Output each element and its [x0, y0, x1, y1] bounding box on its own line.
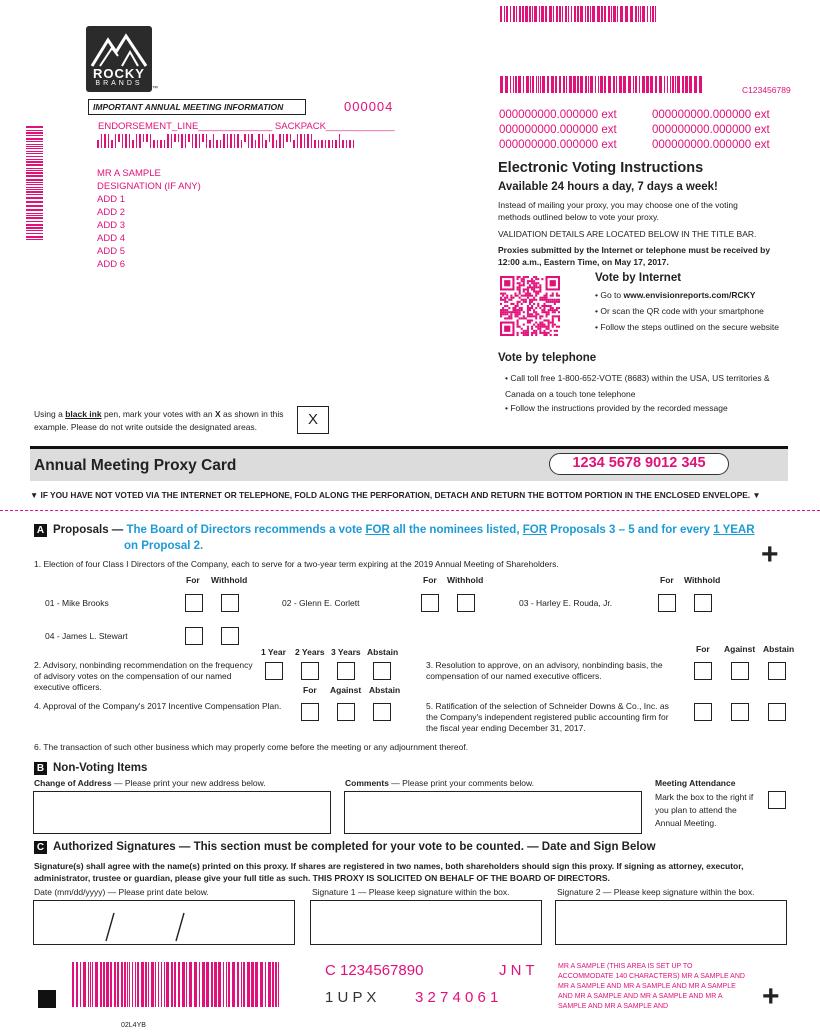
p2-1year-checkbox[interactable] [265, 662, 283, 680]
col-withhold: Withhold [447, 575, 484, 585]
footer-upx: 1 U P X [325, 989, 377, 1006]
internet-goto [595, 290, 755, 300]
footer-sample-text: MR A SAMPLE (THIS AREA IS SET UP TO ACCOMMODATE 140 CHARACTERS) MR A SAMPLE AND MR A SAMPLE AND MR A SAMPLE AND MR A SAMPLE AND MR A SAMPLE AND MR A SAMPLE AND MR A SAMPLE AND MR A SAMPLE AND [558, 963, 745, 1010]
perforation-line [0, 510, 820, 511]
date-label: Date (mm/dd/yyyy) — Please print date below. [34, 887, 209, 897]
example-mark-box [297, 406, 329, 434]
endorsement-line: ENDORSEMENT_LINE______________ SACKPACK_____________ [98, 121, 395, 132]
ext-line: 000000000.000000 ext [499, 109, 617, 121]
rec-year: 1 YEAR [713, 524, 755, 536]
p3-for-checkbox[interactable] [694, 662, 712, 680]
signature-2-input[interactable] [555, 900, 787, 945]
comments-input[interactable] [344, 791, 642, 834]
address-block [97, 167, 201, 271]
col-abstain: Abstain [763, 644, 795, 654]
ink-x: X [214, 409, 221, 419]
col-for: For [186, 575, 200, 585]
p4-for-checkbox[interactable] [301, 703, 319, 721]
col-abstain: Abstain [369, 685, 401, 695]
p5-abstain-checkbox[interactable] [768, 703, 786, 721]
nominee-3-for-checkbox[interactable] [658, 594, 676, 612]
proposal-6-text: 6. The transaction of such other business which may properly come before the meeting or any adjournment thereof. [34, 742, 469, 752]
p2-3years-checkbox[interactable] [337, 662, 355, 680]
rec-text-4: on Proposal 2. [124, 540, 204, 552]
nominee-3-withhold-checkbox[interactable] [694, 594, 712, 612]
rec-text-3: Proposals 3 – 5 and for every [547, 524, 714, 536]
p2-abstain-checkbox[interactable] [373, 662, 391, 680]
footer-num: 3 2 7 4 0 6 1 [415, 989, 499, 1006]
ext-line: 000000000.000000 ext [652, 124, 770, 136]
ext-right-list [652, 108, 770, 153]
col-for: For [660, 575, 674, 585]
control-code: C123456789 [742, 85, 791, 95]
logo-sub: BRANDS [95, 80, 143, 87]
nominee-label: 03 - Harley E. Rouda, Jr. [519, 598, 613, 608]
internet-item: • Or scan the QR code with your smartphone [595, 306, 764, 316]
nominee-4-withhold-checkbox[interactable] [221, 627, 239, 645]
col-withhold: Withhold [684, 575, 721, 585]
comments-label-bold: Comments [345, 778, 389, 788]
section-c-header [34, 841, 656, 854]
comments-label [345, 778, 534, 788]
side-barcode [26, 126, 43, 264]
ext-line: 000000000.000000 ext [499, 124, 617, 136]
phone-item: • Follow the instructions provided by the recorded message [505, 403, 728, 413]
address-line: ADD 2 [97, 207, 125, 218]
ink-post: pen, mark your votes with an [101, 409, 215, 419]
change-of-address-label [34, 778, 266, 788]
example-mark: X [307, 411, 318, 428]
phone-title: Vote by telephone [498, 352, 597, 364]
address-line: ADD 1 [97, 194, 125, 205]
nominee-2-withhold-checkbox[interactable] [457, 594, 475, 612]
comments-text: — Please print your comments below. [388, 778, 534, 788]
nominee-label: 01 - Mike Brooks [45, 598, 109, 608]
date-separators [34, 901, 296, 946]
rec-for-1: FOR [365, 524, 390, 536]
top-barcode [500, 6, 686, 22]
col-1-year: 1 Year [261, 647, 286, 657]
col-abstain: Abstain [367, 647, 399, 657]
section-a-header [34, 524, 755, 537]
proposal-1-text: 1. Election of four Class I Directors of the Company, each to serve for a two-year term expiring at the 2019 Annual Meeting of Shareholders. [34, 559, 559, 569]
company-logo [86, 26, 152, 92]
ext-line: 000000000.000000 ext [499, 139, 617, 151]
col-2-years: 2 Years [295, 647, 325, 657]
section-b-header [34, 762, 147, 775]
nominee-2-for-checkbox[interactable] [421, 594, 439, 612]
p4-against-checkbox[interactable] [337, 703, 355, 721]
rec-for-2: FOR [522, 524, 548, 536]
address-line: ADD 4 [97, 233, 125, 244]
address-line: DESIGNATION (IF ANY) [97, 181, 201, 192]
ink-black: black ink [65, 409, 102, 419]
fold-notice: ▼ IF YOU HAVE NOT VOTED VIA THE INTERNET OR TELEPHONE, FOLD ALONG THE PERFORATION, DETACH AND RETURN THE BOTTOM PORTION IN THE ENCLOSED ENVELOPE. ▼ [30, 490, 761, 500]
title-bar [30, 446, 788, 481]
sequence-number: 000004 [344, 99, 394, 114]
p5-against-checkbox[interactable] [731, 703, 749, 721]
address-line: MR A SAMPLE [97, 168, 161, 179]
address-line: ADD 5 [97, 246, 125, 257]
coa-text: — Please print your new address below. [111, 778, 266, 788]
proposal-5-text: 5. Ratification of the selection of Schneider Downs & Co., Inc. as the Company's independent registered public accounting firm for the fiscal year ending December 31, 2017. [426, 701, 669, 733]
internet-url-link[interactable]: www.envisionreports.com/RCKY [623, 290, 756, 300]
voting-subtitle: Available 24 hours a day, 7 days a week! [498, 181, 718, 193]
signature-2-label: Signature 2 — Please keep signature within the box. [557, 887, 755, 897]
proposal-4-text: 4. Approval of the Company's 2017 Incentive Compensation Plan. [34, 701, 282, 711]
ink-post2: as shown in this example. Please do not write outside the designated areas. [34, 409, 284, 432]
col-for: For [423, 575, 437, 585]
section-c-letter: C [34, 841, 47, 854]
section-a-letter: A [34, 524, 47, 537]
p3-abstain-checkbox[interactable] [768, 662, 786, 680]
phone-item: • Call toll free 1-800-652-VOTE (8683) within the USA, US territories & Canada on a touch tone telephone [505, 373, 770, 399]
qr-code-icon [500, 276, 560, 336]
voting-deadline: Proxies submitted by the Internet or telephone must be received by 12:00 a.m., Eastern Time, on May 17, 2017. [498, 245, 771, 267]
change-of-address-input[interactable] [33, 791, 331, 834]
control-barcode [500, 76, 732, 93]
ext-line: 000000000.000000 ext [652, 139, 770, 151]
col-against: Against [330, 685, 362, 695]
internet-title: Vote by Internet [595, 272, 682, 284]
col-for: For [696, 644, 710, 654]
coa-label: Change of Address [34, 778, 112, 788]
section-b-letter: B [34, 762, 47, 775]
rec-text-2: all the nominees listed, [389, 524, 523, 536]
important-info-box [88, 99, 306, 115]
section-c-title: Authorized Signatures — This section must be completed for your vote to be counted. — Date and Sign Below [53, 841, 656, 853]
nominee-label: 02 - Glenn E. Corlett [282, 598, 360, 608]
voting-title: Electronic Voting Instructions [498, 160, 704, 176]
nominee-1-for-checkbox[interactable] [185, 594, 203, 612]
logo-name: ROCKY [93, 66, 145, 81]
nominee-1-withhold-checkbox[interactable] [221, 594, 239, 612]
internet-goto-prefix: • Go to [595, 290, 624, 300]
ext-line: 000000000.000000 ext [652, 109, 770, 121]
meeting-attendance-checkbox[interactable] [768, 791, 786, 809]
section-b-title: Non-Voting Items [53, 762, 148, 774]
nominee-4-for-checkbox[interactable] [185, 627, 203, 645]
col-against: Against [724, 644, 756, 654]
signature-instructions: Signature(s) shall agree with the name(s) printed on this proxy. If shares are registered in two names, both shareholders should sign this proxy. If signing as attorney, executor, administrator, trustee or guardian, please give your full title as such. THIS PROXY IS SOLICITED ON BEHALF OF THE BOARD OF DIRECTORS. [34, 861, 744, 883]
registration-plus-icon: + [761, 538, 779, 571]
validation-code-text: 1234 5678 9012 345 [572, 455, 706, 471]
postal-barcode [97, 134, 357, 148]
ink-pre: Using a [34, 409, 66, 419]
p4-abstain-checkbox[interactable] [373, 703, 391, 721]
footer-jnt: J N T [499, 962, 535, 979]
voting-intro: Instead of mailing your proxy, you may choose one of the voting methods outlined below to vote your proxy. [498, 200, 738, 222]
col-withhold: Withhold [211, 575, 248, 585]
signature-1-input[interactable] [310, 900, 542, 945]
footer-c-code: C 1234567890 [325, 962, 424, 979]
nominee-label: 04 - James L. Stewart [45, 631, 128, 641]
internet-item: • Follow the steps outlined on the secure website [595, 322, 779, 332]
ink-instructions [34, 408, 286, 434]
card-title: Annual Meeting Proxy Card [34, 457, 237, 474]
date-input[interactable] [33, 900, 295, 945]
rec-text-1: The Board of Directors recommends a vote [126, 524, 366, 536]
ext-left-list [499, 108, 617, 153]
meeting-attendance-text: Mark the box to the right if you plan to attend the Annual Meeting. [655, 792, 754, 828]
p3-against-checkbox[interactable] [731, 662, 749, 680]
col-for: For [303, 685, 317, 695]
proposal-2-text: 2. Advisory, nonbinding recommendation on the frequency of advisory votes on the compensation of our named executive officers. [34, 660, 253, 692]
address-line: ADD 6 [97, 259, 125, 270]
footer-plus-icon: + [762, 980, 780, 1013]
p5-for-checkbox[interactable] [694, 703, 712, 721]
form-code: 02L4YB [121, 1022, 146, 1029]
col-3-years: 3 Years [331, 647, 361, 657]
registration-square [38, 990, 56, 1008]
address-line: ADD 3 [97, 220, 125, 231]
footer-barcode [72, 962, 308, 1007]
important-info-text: IMPORTANT ANNUAL MEETING INFORMATION [93, 102, 284, 112]
signature-1-label: Signature 1 — Please keep signature within the box. [312, 887, 510, 897]
logo-trademark: ™ [152, 86, 158, 92]
voting-validation: VALIDATION DETAILS ARE LOCATED BELOW IN THE TITLE BAR. [498, 229, 757, 239]
proposal-3-text: 3. Resolution to approve, on an advisory, nonbinding basis, the compensation of our named executive officers. [426, 660, 663, 681]
validation-code [549, 453, 729, 475]
section-a-title: Proposals — [53, 524, 127, 536]
meeting-attendance-label: Meeting Attendance [655, 778, 736, 788]
p2-2years-checkbox[interactable] [301, 662, 319, 680]
